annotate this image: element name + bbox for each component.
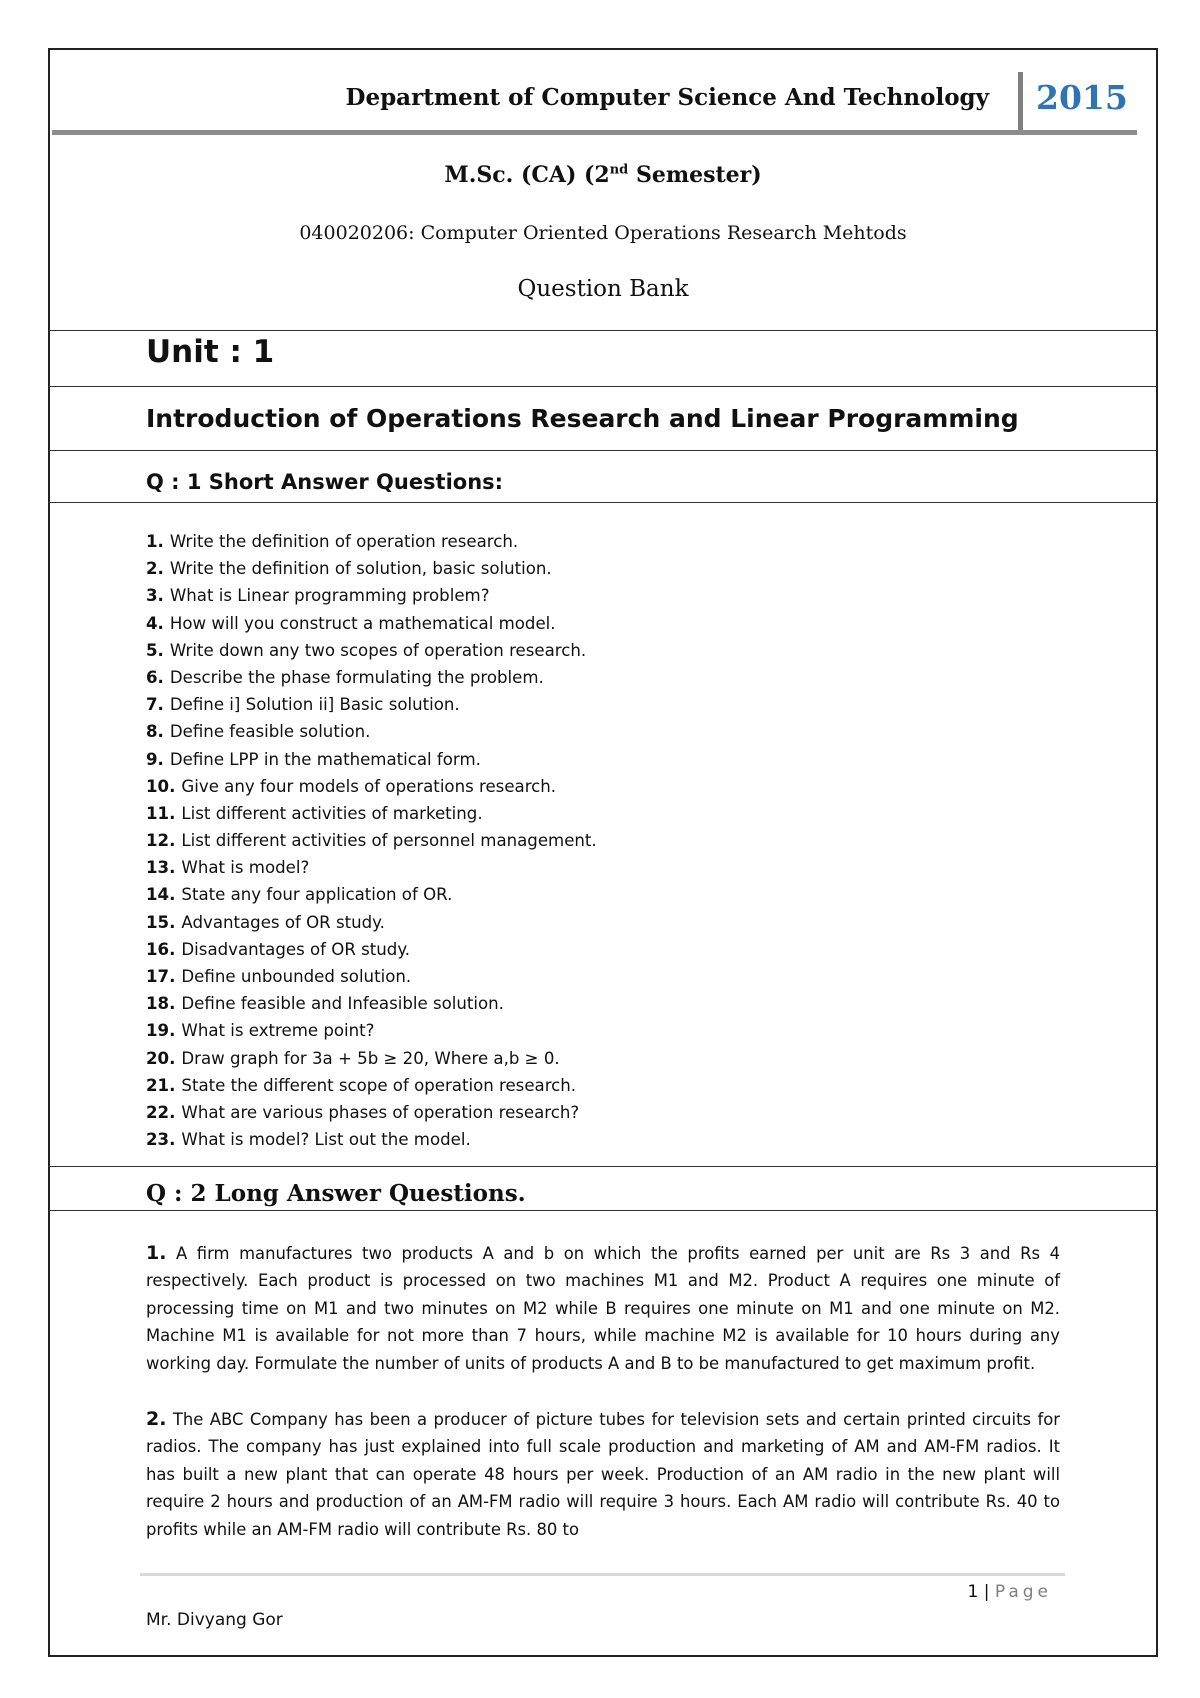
divider — [48, 1210, 1158, 1211]
list-item — [146, 800, 597, 827]
question-text: Write the definition of solution, basic solution. — [169, 559, 552, 579]
list-item — [146, 718, 597, 745]
question-number: 9. — [146, 749, 164, 769]
list-item — [146, 637, 597, 664]
question-number: 6. — [146, 667, 164, 687]
list-item — [146, 854, 597, 881]
question-number: 13. — [146, 858, 176, 878]
list-item — [146, 773, 597, 800]
list-item — [146, 610, 597, 637]
divider — [48, 386, 1158, 387]
list-item — [146, 936, 597, 963]
unit-title: Introduction of Operations Research and Linear Programming — [146, 404, 1019, 433]
department-title: Department of Computer Science And Technology — [345, 84, 989, 111]
unit-heading: Unit : 1 — [146, 334, 275, 370]
question-text: Define unbounded solution. — [181, 967, 412, 986]
question-number: 1. — [146, 532, 164, 551]
list-item — [146, 963, 597, 990]
question-number: 20. — [146, 1048, 176, 1068]
question-number: 22. — [146, 1102, 176, 1122]
list-item — [146, 990, 597, 1017]
divider — [48, 502, 1158, 503]
short-questions-heading: Q : 1 Short Answer Questions: — [146, 470, 504, 494]
question-text: Draw graph for 3a + 5b ≥ 20, Where a,b ≥ 0. — [181, 1048, 560, 1068]
question-number: 8. — [146, 722, 164, 742]
question-number: 19. — [146, 1021, 176, 1041]
list-item — [146, 1126, 597, 1153]
question-text: State any four application of OR. — [181, 885, 453, 905]
header-divider — [1018, 72, 1023, 130]
question-text: Define feasible and Infeasible solution. — [181, 994, 504, 1014]
question-text: Disadvantages of OR study. — [181, 939, 411, 959]
question-number: 2. — [146, 559, 164, 579]
question-number: 5. — [146, 640, 164, 660]
list-item — [146, 664, 597, 691]
question-text: Define feasible solution. — [169, 722, 371, 742]
footer-rule — [140, 1573, 1065, 1576]
divider — [48, 330, 1158, 331]
list-item — [146, 1017, 597, 1044]
question-text: Describe the phase formulating the problem. — [169, 667, 544, 687]
question-number: 7. — [146, 695, 164, 715]
list-item — [146, 582, 597, 609]
question-text: List different activities of marketing. — [181, 803, 483, 823]
question-number: 4. — [146, 613, 164, 633]
divider — [48, 1166, 1158, 1167]
list-item — [146, 1072, 597, 1099]
subject-title: 040020206: Computer Oriented Operations Research Mehtods — [299, 222, 907, 244]
question-text: Give any four models of operations research. — [181, 776, 557, 796]
question-number: 18. — [146, 994, 176, 1014]
question-text: What are various phases of operation research? — [181, 1102, 580, 1122]
list-item — [146, 691, 597, 718]
list-item — [146, 555, 597, 582]
question-number: 3. — [146, 586, 164, 606]
question-text: Define i] Solution ii] Basic solution. — [169, 695, 460, 715]
long-question: 1. A firm manufactures two products A and b on which the profits earned per unit are Rs 3 and Rs 4 respectively. Each product is processed on two machines M1 and M2. Product A requires one minute of processing time on M1 and two minutes on M2 while B requires one minute on M1 and one minute on M2. Machine M1 is available for not more than 7 hours, while machine M2 is available for 10 hours during any working day. Formulate the number of units of products A and B to be manufactured to get maximum profit. — [146, 1242, 1060, 1373]
divider — [48, 450, 1158, 451]
short-questions-list — [146, 528, 597, 1153]
question-text: Write the definition of operation research. — [169, 532, 519, 551]
page-number: 1 | Page — [967, 1582, 1052, 1602]
list-item — [146, 909, 597, 936]
list-item — [146, 1099, 597, 1126]
question-text: How will you construct a mathematical model. — [169, 613, 556, 633]
header-year: 2015 — [1036, 78, 1128, 117]
question-number: 16. — [146, 939, 176, 959]
question-text: Define LPP in the mathematical form. — [169, 749, 481, 769]
document-type: Question Bank — [517, 276, 689, 302]
question-text: What is model? — [181, 858, 310, 878]
question-number: 23. — [146, 1130, 176, 1150]
header-rule — [52, 130, 1137, 135]
question-number: 14. — [146, 885, 176, 905]
question-number: 11. — [146, 803, 176, 823]
course-title: M.Sc. (CA) (2nd Semester) — [444, 162, 762, 188]
list-item — [146, 827, 597, 854]
footer-author: Mr. Divyang Gor — [146, 1610, 283, 1630]
list-item — [146, 528, 597, 555]
question-text: What is model? List out the model. — [181, 1130, 471, 1150]
question-number: 15. — [146, 912, 176, 932]
question-text: State the different scope of operation research. — [181, 1075, 577, 1095]
page-header — [52, 68, 1137, 134]
question-text: What is extreme point? — [181, 1021, 375, 1041]
question-text: List different activities of personnel management. — [181, 831, 597, 851]
question-number: 12. — [146, 831, 176, 851]
list-item — [146, 746, 597, 773]
question-number: 10. — [146, 776, 176, 796]
list-item — [146, 1045, 597, 1072]
question-text: What is Linear programming problem? — [169, 586, 490, 606]
long-questions-heading: Q : 2 Long Answer Questions. — [146, 1180, 526, 1207]
question-text: Write down any two scopes of operation research. — [169, 640, 587, 660]
question-text: Advantages of OR study. — [181, 912, 385, 932]
question-number: 17. — [146, 967, 176, 986]
list-item — [146, 881, 597, 908]
long-question: 2. The ABC Company has been a producer of picture tubes for television sets and certain printed circuits for radios. The company has just explained into full scale production and marketing of AM and AM-FM radios. It has built a new plant that can operate 48 hours per week. Production of an AM radio in the new plant will require 2 hours and production of an AM-FM radio will require 3 hours. Each AM radio will contribute Rs. 40 to profits while an AM-FM radio will contribute Rs. 80 to — [146, 1408, 1060, 1539]
question-number: 21. — [146, 1075, 176, 1095]
